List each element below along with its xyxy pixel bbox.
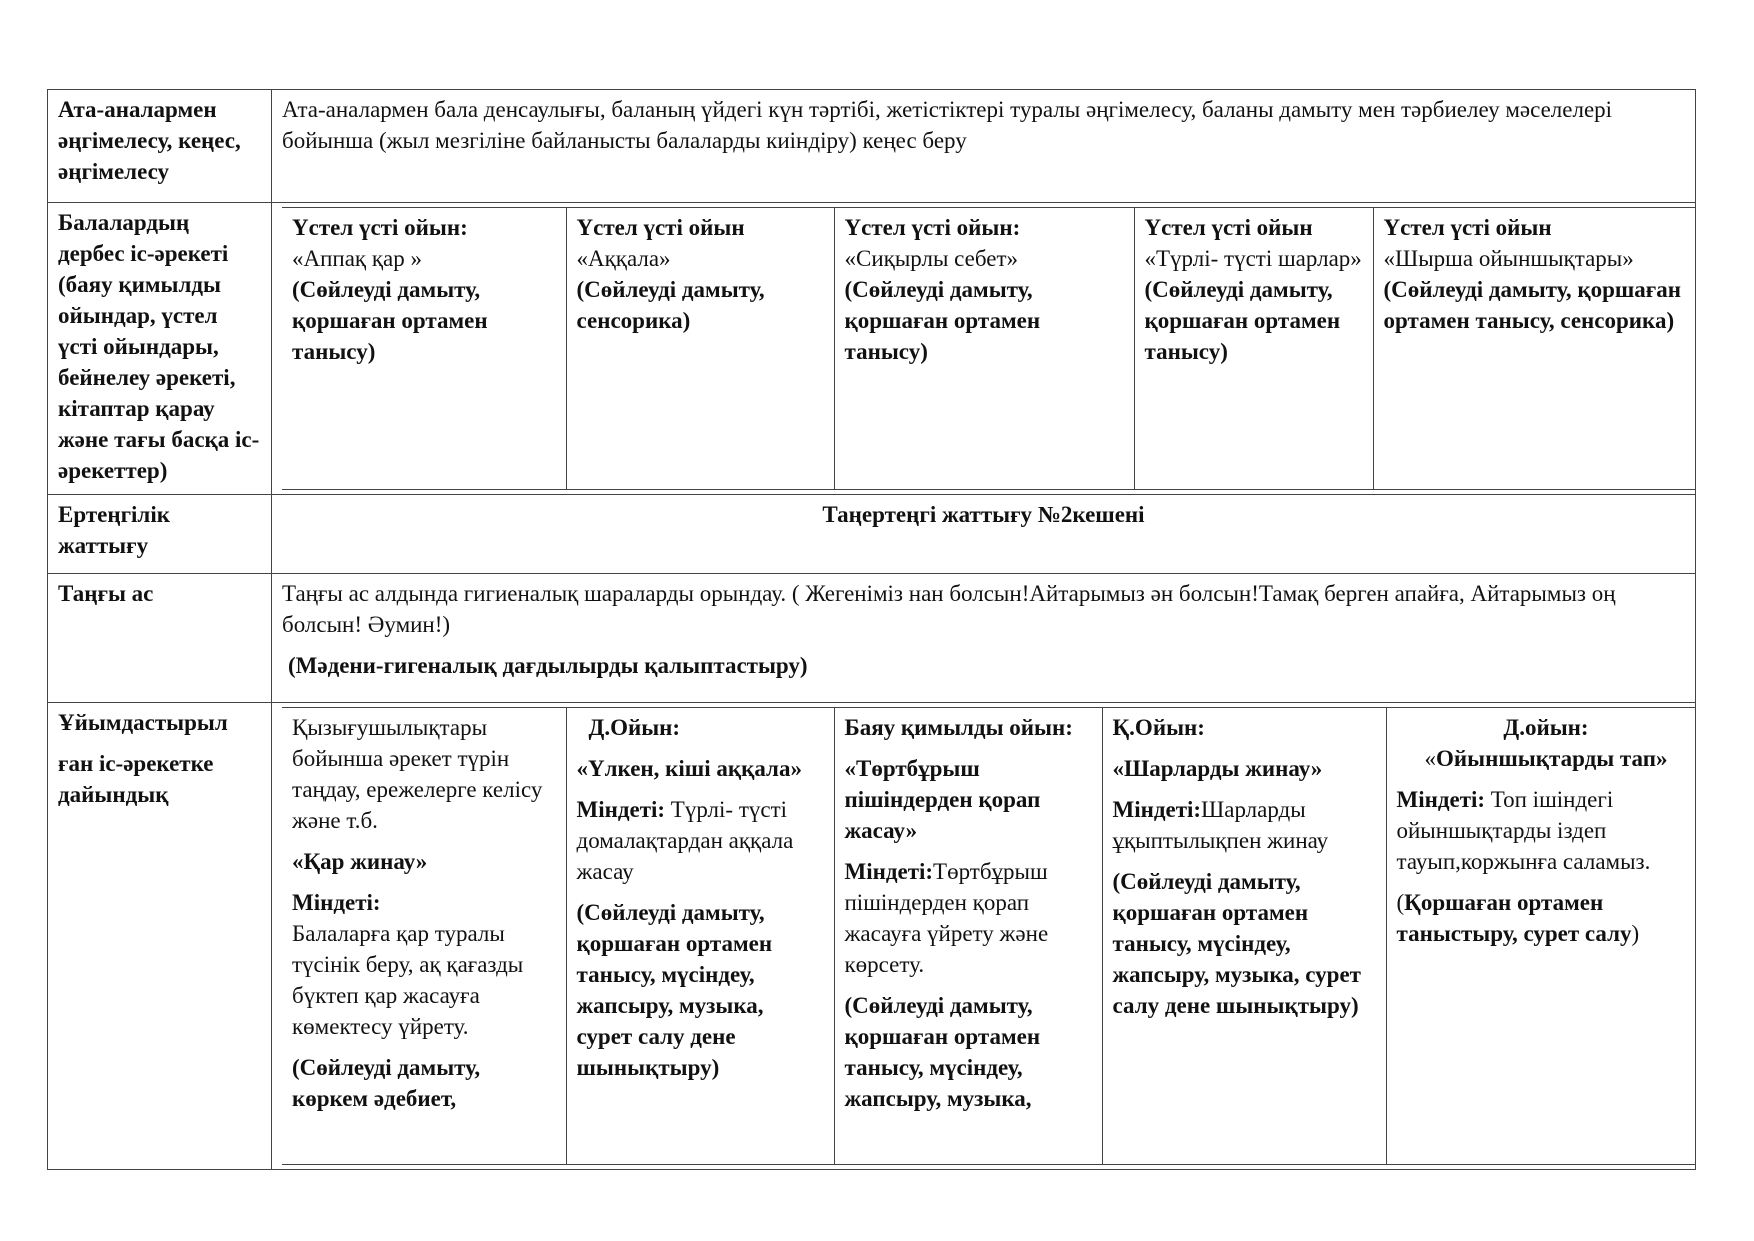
activity-note: (Сөйлеуді дамыту, көркем әдебиет, [292,1055,481,1111]
activity-title: Д.Ойын: [588,715,681,740]
game-goal: (Сөйлеуді дамыту, қоршаған ортамен танысу, сенсорика) [1383,277,1681,333]
parents-text: Ата-аналармен бала денсаулығы, баланың үйдегі күн тәртібі, жетістіктері туралы әңгімелесу, баланы дамыту мен тәрбиелеу мәселелері бойынша (жыл мезгіліне байланысты балаларды киіндіру) кеңес беру [272,90,1696,203]
row-breakfast [48,574,1696,703]
row-label-independent: Балалардың дербес іс-әрекеті (баяу қимылды ойындар, үстел үсті ойындары, бейнелеу әрекеті, кітаптар қарау және тағы басқа іс-әрекеттер) [48,203,272,495]
activity-title: Қ.Ойын: [1112,715,1205,740]
activity-title: Баяу қимылды ойын: [844,715,1073,740]
activity-title: Д.ойын: [1503,715,1589,740]
prep-col-2 [566,708,834,1165]
note-close: ) [1631,921,1640,946]
row-label-parents: Ата-аналармен әңгімелесу, кеңес, әңгімелесу [48,90,272,203]
prep-intro: Қызығушылықтары бойынша әрекет түрін таңдау, ережелерге келісу және т.б. [292,715,543,833]
independent-col-1 [282,208,566,490]
breakfast-note: (Мәдени-гигеналық дағдылырды қалыптастыру) [288,653,808,678]
goal-text: Түрлі- түсті домалақтардан аққала жасау [576,797,794,884]
goal-prefix: Міндеті: [292,890,381,915]
schedule-table [47,89,1696,1170]
row-label-prep-line1: Ұйымдастырыл [58,710,228,735]
game-name: «Түрлі- түсті шарлар» [1144,246,1362,271]
independent-col-3 [834,208,1134,490]
game-goal: (Сөйлеуді дамыту, қоршаған ортамен танысу) [292,277,488,364]
game-title: Үстел үсті ойын: [844,215,1021,240]
document-page [47,89,1696,1170]
goal-prefix: Міндеті: [576,797,666,822]
exercise-text: Таңертеңгі жаттығу №2кешені [272,495,1696,574]
activity-name: «Шарларды жинау» [1112,756,1323,781]
row-parents [48,90,1696,203]
note-open: ( [1396,890,1405,915]
game-goal: (Сөйлеуді дамыту, сенсорика) [576,277,765,333]
game-title: Үстел үсті ойын [1383,215,1552,240]
goal-prefix: Міндеті: [1112,797,1202,822]
activity-note: (Сөйлеуді дамыту, қоршаған ортамен танысу, мүсіндеу, жапсыру, музыка, сурет салу дене шынықтыру) [1112,869,1361,1018]
prep-col-3 [834,708,1102,1165]
row-label-prep-line2: ған іс-әрекетке дайындық [58,751,214,807]
game-title: Үстел үсті ойын: [292,215,468,240]
activity-name: «Төртбұрыш пішіндерден қорап жасау» [844,756,1041,843]
activity-name: «Үлкен, кіші аққала» [576,756,802,781]
prep-col-4 [1102,708,1386,1165]
prep-col-1 [282,708,566,1165]
independent-col-2 [566,208,834,490]
breakfast-text: Таңғы ас алдында гигиеналық шараларды орындау. ( Жегеніміз нан болсын!Айтарымыз ән болсын!Тамақ берген апайға, Айтарымыз оң болсын! Әумин!) [282,581,1616,637]
goal-text: Төртбұрыш пішіндерден қорап жасауға үйрету және көрсету. [844,859,1049,977]
goal-text: Балаларға қар туралы түсінік беру, ақ қағазды бүктеп қар жасауға көмектесу үйрету. [292,921,524,1039]
activity-note: (Сөйлеуді дамыту, қоршаған ортамен танысу, мүсіндеу, жапсыру, музыка, [844,993,1041,1111]
independent-col-5 [1373,208,1696,490]
game-name: «Сиқырлы себет» [844,246,1019,271]
activity-note: (Сөйлеуді дамыту, қоршаған ортамен танысу, мүсіндеу, жапсыру, музыка, сурет салу дене шынықтыру) [576,900,773,1080]
row-label-exercise: Ертеңгілік жаттығу [48,495,272,574]
row-label-breakfast: Таңғы ас [48,574,272,703]
activity-note: Қоршаған ортамен таныстыру, сурет салу [1396,890,1632,946]
row-exercise [48,495,1696,574]
activity-name: Ойыншықтарды тап» [1436,746,1668,771]
goal-prefix: Міндеті: [1396,787,1486,812]
game-goal: (Сөйлеуді дамыту, қоршаған ортамен танысу) [1144,277,1341,364]
independent-col-4 [1134,208,1373,490]
activity-name-quote: « [1424,746,1437,771]
row-independent [48,203,1696,495]
goal-prefix: Міндеті: [844,859,934,884]
game-goal: (Сөйлеуді дамыту, қоршаған ортамен танысу) [844,277,1041,364]
row-preparation [48,703,1696,1170]
game-title: Үстел үсті ойын [576,215,745,240]
prep-col-5 [1386,708,1696,1165]
game-name: «Аққала» [576,246,671,271]
game-name: «Аппақ қар » [292,246,422,271]
game-name: «Шырша ойыншықтары» [1383,246,1634,271]
activity-name: «Қар жинау» [292,849,428,874]
game-title: Үстел үсті ойын [1144,215,1313,240]
goal-text: Шарларды ұқыптылықпен жинау [1112,797,1329,853]
goal-text: Топ ішіндегі ойыншықтарды іздеп тауып,коржынға саламыз. [1396,787,1651,874]
